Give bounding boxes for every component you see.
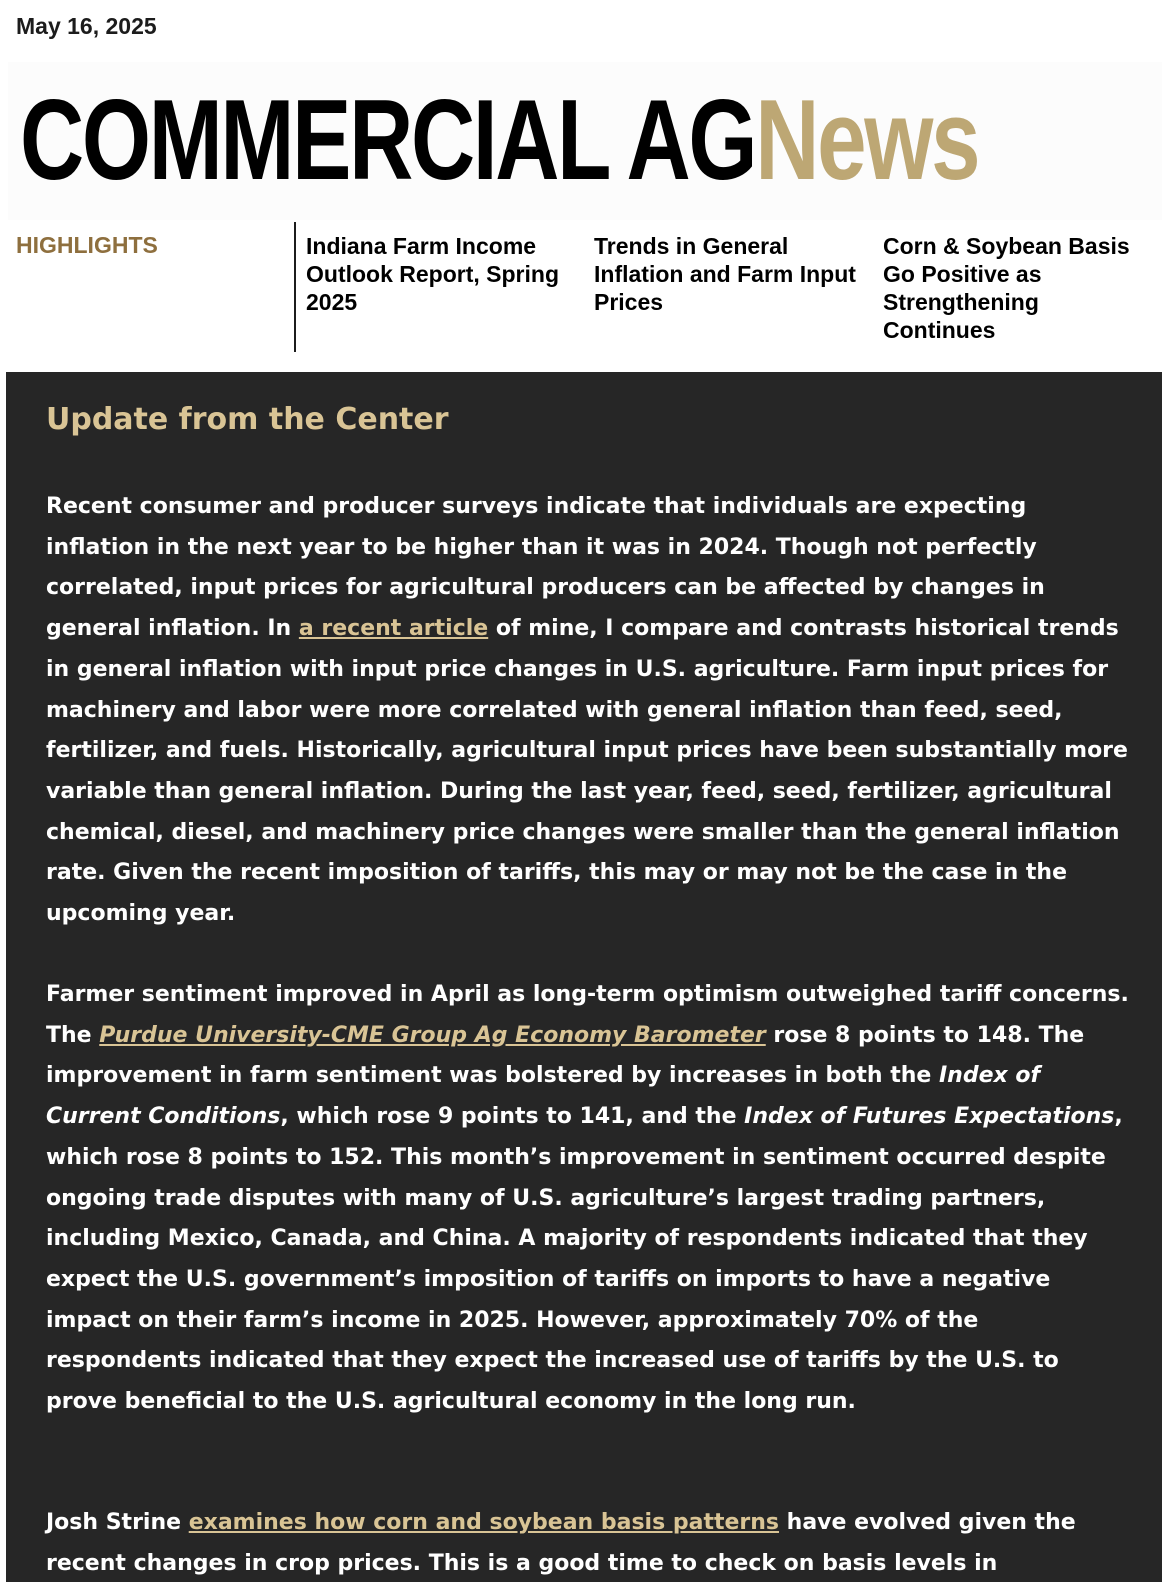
paragraph-text: of mine, I compare and contrasts historical trends in general inflation with input price changes in U.S. agriculture. Farm input prices for machinery and labor were more correlated with general inflation than feed, seed, fertilizer, and fuels. Historically, agricultural input prices have been substantially more variable than general inflation. During the last year, feed, seed, fertilizer, agricultural chemical, diesel, and machinery price changes were smaller than the general inflation rate. Given the recent imposition of tariffs, this may or may not be the case in the upcoming year. [46,616,1128,927]
barometer-link[interactable] [99,1023,766,1048]
logo-accent-text: News [755,77,979,204]
paragraph-text: Farmer sentiment improved in April as long-term optimism outweighed tariff concerns. The [46,982,1129,1048]
paragraph-text: , which rose 9 points to 141, and the [280,1104,745,1130]
newsletter-logo[interactable] [20,62,978,220]
basis-patterns-link[interactable]: examines how corn and soybean basis patterns [188,1510,780,1535]
masthead [8,62,1162,220]
highlight-link-farm-income-outlook[interactable]: Indiana Farm Income Outlook Report, Spring 2025 [306,233,559,315]
paragraph-text: Recent consumer and producer surveys indicate that individuals are expecting inflation in the next year to be higher than it was in 2024. Though not perfectly correlated, input prices for agricultural producers can be affected by changes in general inflation. In [46,494,1045,642]
barometer-link-text: Purdue University-CME Group Ag Economy Barometer [99,1022,766,1048]
highlights-label: HIGHLIGHTS [16,232,158,258]
paragraph-text: , which rose 8 points to 152. This month’s improvement in sentiment occurred despite ongoing trade disputes with many of U.S. agriculture’s largest trading partners, including Mexico, Canada, and China. A majority of respondents indicated that they expect the U.S. government’s imposition of tariffs on imports to have a negative impact on their farm’s income in 2025. However, approximately 70% of the respondents indicated that they expect the increased use of tariffs by the U.S. to prove beneficial to the U.S. agricultural economy in the long run. [46,1104,1123,1415]
paragraph-basis [46,1503,1136,1584]
paragraph-text: have evolved given the recent changes in crop prices. This is a good time to check on basis levels in [46,1510,1076,1576]
highlights-divider [294,222,296,352]
paragraph-text: Josh Strine [46,1510,189,1535]
paragraph-inflation [46,487,1136,935]
issue-date: May 16, 2025 [16,13,157,39]
update-section [6,372,1162,1582]
recent-article-link[interactable]: a recent article [298,616,489,642]
highlights-bar [0,220,1174,370]
index-current-conditions: Index of Current Conditions [46,1063,1041,1130]
paragraph-text: rose 8 points to 148. The improvement in farm sentiment was bolstered by increases in both the [46,1022,1085,1089]
section-title: Update from the Center [46,402,449,437]
paragraph-barometer [46,975,1136,1423]
logo-main-text: COMMERCIAL AG [20,77,756,204]
highlight-link-corn-soybean-basis[interactable]: Corn & Soybean Basis Go Positive as Strengthening Continues [883,233,1130,343]
highlight-link-inflation-input-prices[interactable]: Trends in General Inflation and Farm Input Prices [594,233,856,315]
index-futures-expectations: Index of Futures Expectations [744,1104,1115,1130]
